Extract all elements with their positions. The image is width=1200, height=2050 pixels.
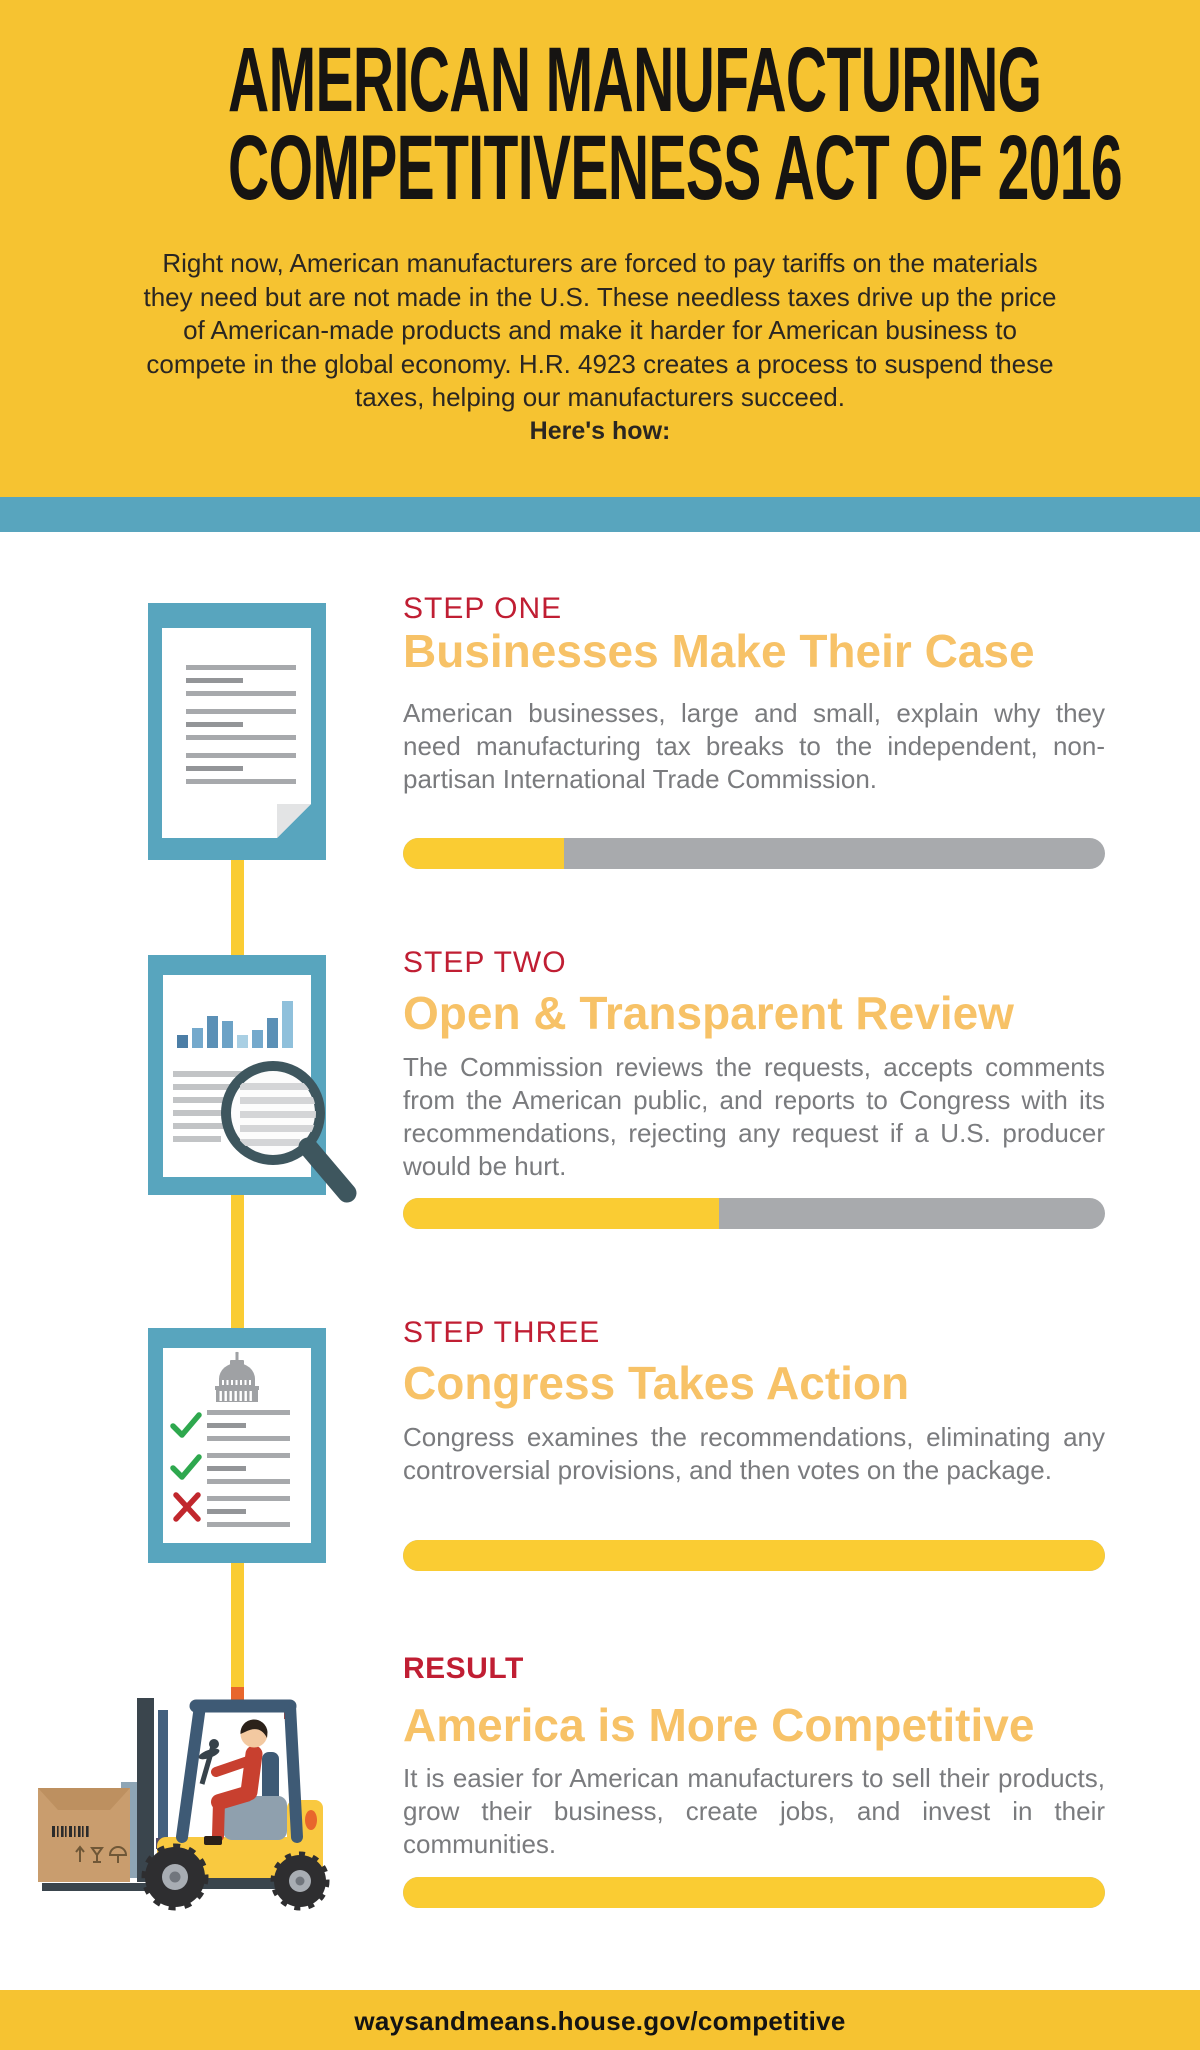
step2-progress-bar [403, 1198, 1105, 1229]
page-title [0, 29, 1200, 219]
step3-progress-bar [403, 1540, 1105, 1571]
step1-heading: Businesses Make Their Case [403, 625, 1035, 677]
step3-progress-fill [403, 1540, 1105, 1571]
header-banner [0, 0, 1200, 497]
capitol-checklist-icon [148, 1328, 326, 1563]
step3-body: Congress examines the recommendations, eliminating any controversial provisions, and then votes on the package. [403, 1422, 1105, 1485]
cardboard-box [38, 1788, 130, 1882]
result-label: RESULT [403, 1652, 524, 1685]
result-body: It is easier for American manufacturers to sell their products, grow their business, create jobs, and invest in their communities. [403, 1763, 1105, 1859]
forklift-icon [18, 1690, 348, 1955]
title-line-1: AMERICAN MANUFACTURING [228, 29, 1042, 131]
timeline-connector [231, 856, 244, 960]
result-progress-fill [403, 1877, 1105, 1908]
step1-body: American businesses, large and small, explain why they need manufacturing tax breaks to the independent, non-partisan International Trade Commission. [403, 698, 1105, 794]
step2-heading: Open & Transparent Review [403, 987, 1014, 1039]
step1-label: STEP ONE [403, 592, 563, 625]
footer-banner [0, 1990, 1200, 2050]
step3-label: STEP THREE [403, 1316, 601, 1349]
document-icon [148, 603, 326, 860]
step2-label: STEP TWO [403, 946, 567, 979]
timeline-connector [231, 1560, 244, 1688]
footer-url: waysandmeans.house.gov/competitive [354, 2006, 846, 2036]
step1-progress-bar [403, 838, 1105, 869]
result-heading: America is More Competitive [403, 1699, 1035, 1751]
intro-paragraph: Right now, American manufacturers are forced to pay tariffs on the materials they need but are not made in the U.S. These needless taxes drive up the price of American-made products and make it harder for American business to compete in the global economy. H.R. 4923 creates a process to suspend these taxes, helping our manufacturers succeed. [143, 248, 1057, 412]
title-line-2: COMPETITIVENESS ACT OF 2016 [228, 117, 1122, 219]
step3-heading: Congress Takes Action [403, 1357, 910, 1409]
result-progress-bar [403, 1877, 1105, 1908]
magnifier-report-icon [140, 955, 370, 1255]
steering-lever [197, 1739, 220, 1784]
step1-progress-fill [403, 838, 564, 869]
divider-band [0, 497, 1200, 532]
intro-emphasis: Here's how: [529, 417, 671, 445]
step2-progress-fill [403, 1198, 719, 1229]
step2-body: The Commission reviews the requests, accepts comments from the American public, and reports to Congress with its recommendations, rejecting any request if a U.S. producer would be hurt. [403, 1052, 1105, 1181]
